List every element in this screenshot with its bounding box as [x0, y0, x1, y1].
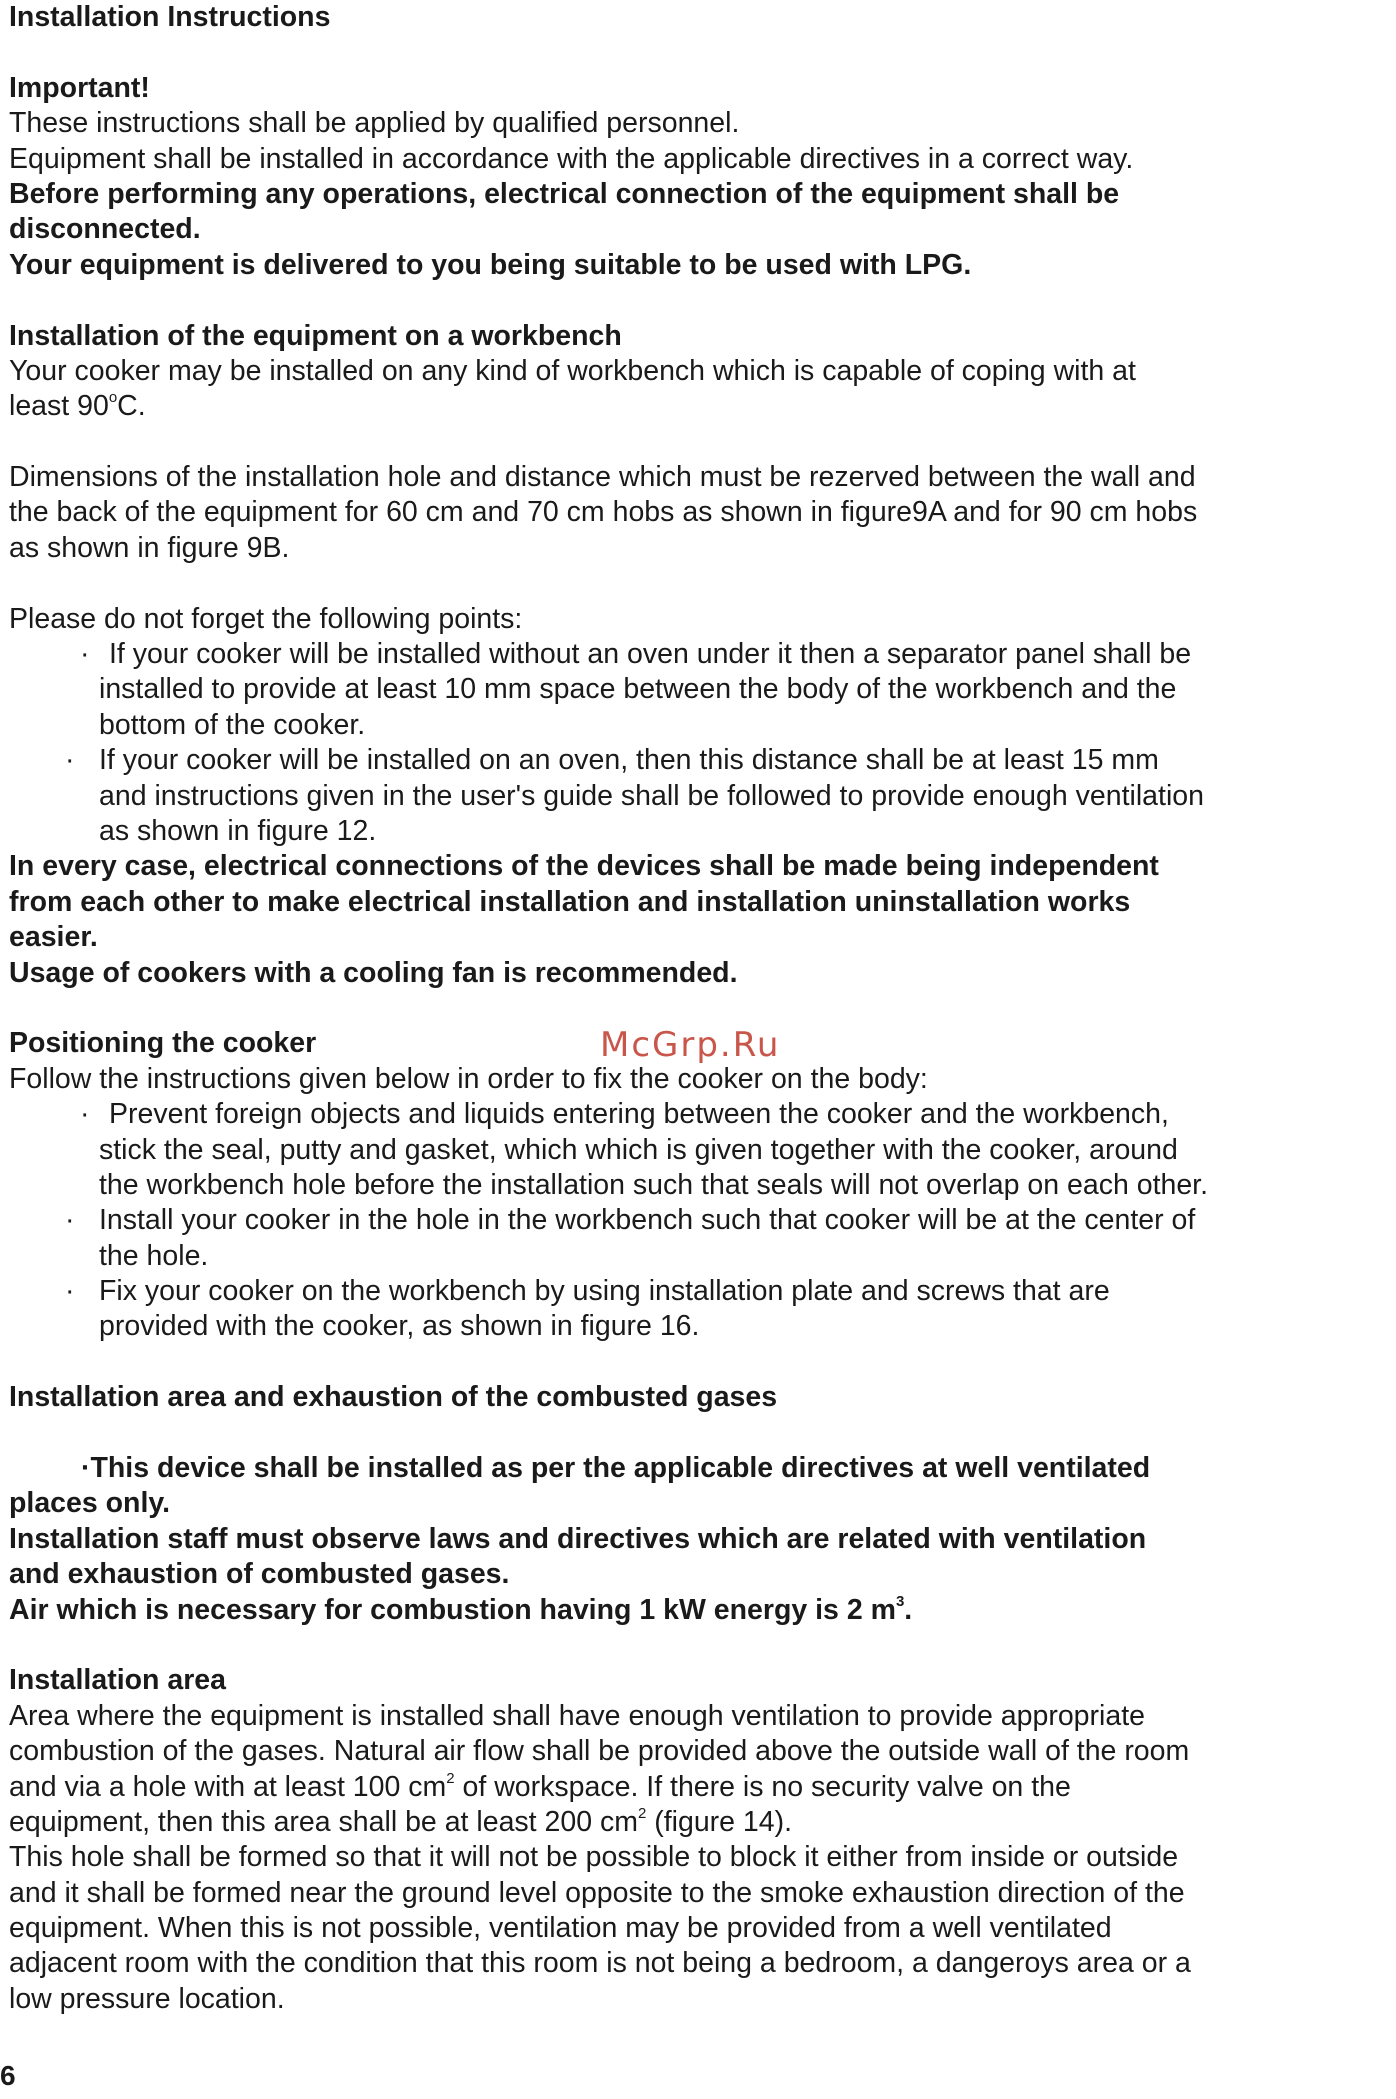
page-number: 6 [0, 2060, 16, 2091]
watermark: McGrp.Ru [600, 1025, 781, 1065]
workbench-p1b: least 90$^o$C. [9, 389, 146, 423]
electrical-note-1a: In every case, electrical connections of the devices shall be made being independent [9, 850, 1159, 883]
workbench-bullet-1c: bottom of the cooker. [99, 708, 366, 741]
page-title: Installation Instructions [9, 1, 331, 33]
exhaust-line-3: Installation staff must observe laws and directives which are related with ventilation [9, 1522, 1147, 1555]
positioning-bullet-1c: the workbench hole before the installation such that seals will not overlap on each other. [99, 1168, 1209, 1201]
area-line-4: equipment, then this area shall be at least 200 $cm^2$ (figure 14). [9, 1804, 793, 1838]
area-line-2: combustion of the gases. Natural air flow shall be provided above the outside wall of the room [9, 1735, 1190, 1768]
area-line-6: and it shall be formed near the ground level opposite to the smoke exhaustion direction of the [9, 1876, 1185, 1909]
bullet-dot: · [65, 1204, 75, 1237]
exhaust-line-1: ·This device shall be installed as per the applicable directives at well ventilated [81, 1452, 1151, 1485]
fan-note: Usage of cookers with a cooling fan is recommended. [9, 956, 738, 989]
positioning-bullet-2: · Install your cooker in the hole in the workbench such that cooker will be at the center of [9, 1203, 1389, 1238]
area-line-7: equipment. When this is not possible, ventilation may be provided from a well ventilated [9, 1912, 1112, 1945]
bullet-dot: · [65, 744, 75, 777]
bullet-dot: · [80, 638, 90, 671]
positioning-bullet-1: · Prevent foreign objects and liquids entering between the cooker and the workbench, [9, 1097, 1389, 1132]
positioning-bullet-3b: provided with the cooker, as shown in figure 16. [99, 1310, 700, 1343]
workbench-p1a: Your cooker may be installed on any kind of workbench which is capable of coping with at [9, 354, 1136, 387]
area-line-9: low pressure location. [9, 1982, 285, 2015]
workbench-heading: Installation of the equipment on a workbench [9, 319, 622, 352]
workbench-bullet-1b: installed to provide at least 10 mm space between the body of the workbench and the [99, 673, 1177, 706]
bullet-dot: · [65, 1275, 75, 1308]
workbench-p2b: the back of the equipment for 60 cm and 70 cm hobs as shown in figure9A and for 90 cm hobs [9, 496, 1198, 529]
area-line-3: and via a hole with at least 100 $cm^2$ of workspace. If there is no security valve on the [9, 1769, 1071, 1803]
exhaust-heading: Installation area and exhaustion of the combusted gases [9, 1381, 778, 1414]
workbench-p3: Please do not forget the following points: [9, 602, 523, 635]
area-line-1: Area where the equipment is installed shall have enough ventilation to provide appropriate [9, 1699, 1145, 1732]
warning-line-2: Your equipment is delivered to you being suitable to be used with LPG. [9, 248, 972, 281]
workbench-p2c: as shown in figure 9B. [9, 531, 290, 564]
electrical-note-1c: easier. [9, 921, 98, 954]
important-heading: Important! [9, 71, 150, 104]
positioning-heading: Positioning the cooker [9, 1027, 317, 1060]
area-line-8: adjacent room with the condition that this room is not being a bedroom, a dangeroys area or a [9, 1947, 1191, 1980]
area-heading: Installation area [9, 1664, 226, 1697]
positioning-bullet-2b: the hole. [99, 1239, 209, 1272]
positioning-intro: Follow the instructions given below in order to fix the cooker on the body: [9, 1062, 928, 1095]
positioning-bullet-3: · Fix your cooker on the workbench by using installation plate and screws that are [9, 1274, 1389, 1309]
electrical-note-1b: from each other to make electrical installation and installation uninstallation works [9, 885, 1131, 918]
exhaust-line-5: Air which is necessary for combustion having 1 kW energy is 2 $m^3$. [9, 1592, 913, 1626]
bullet-dot: · [80, 1098, 90, 1131]
document-page [9, 0, 1389, 2017]
warning-line-1b: disconnected. [9, 213, 201, 246]
exhaust-line-2: places only. [9, 1487, 171, 1520]
workbench-bullet-1: · If your cooker will be installed without an oven under it then a separator panel shall be [9, 637, 1389, 672]
warning-line-1a: Before performing any operations, electrical connection of the equipment shall be [9, 177, 1120, 210]
positioning-bullet-1b: stick the seal, putty and gasket, which which is given together with the cooker, around [99, 1133, 1178, 1166]
workbench-p2a: Dimensions of the installation hole and distance which must be rezerved between the wall and [9, 461, 1196, 494]
exhaust-line-4: and exhaustion of combusted gases. [9, 1558, 510, 1591]
workbench-bullet-2c: as shown in figure 12. [99, 814, 377, 847]
workbench-bullet-2b: and instructions given in the user's guide shall be followed to provide enough ventilation [99, 779, 1204, 812]
important-line-2: Equipment shall be installed in accordance with the applicable directives in a correct way. [9, 142, 1134, 175]
important-line-1: These instructions shall be applied by qualified personnel. [9, 107, 740, 140]
area-line-5: This hole shall be formed so that it will not be possible to block it either from inside or outside [9, 1841, 1179, 1874]
workbench-bullet-2: · If your cooker will be installed on an oven, then this distance shall be at least 15 mm [9, 743, 1389, 778]
